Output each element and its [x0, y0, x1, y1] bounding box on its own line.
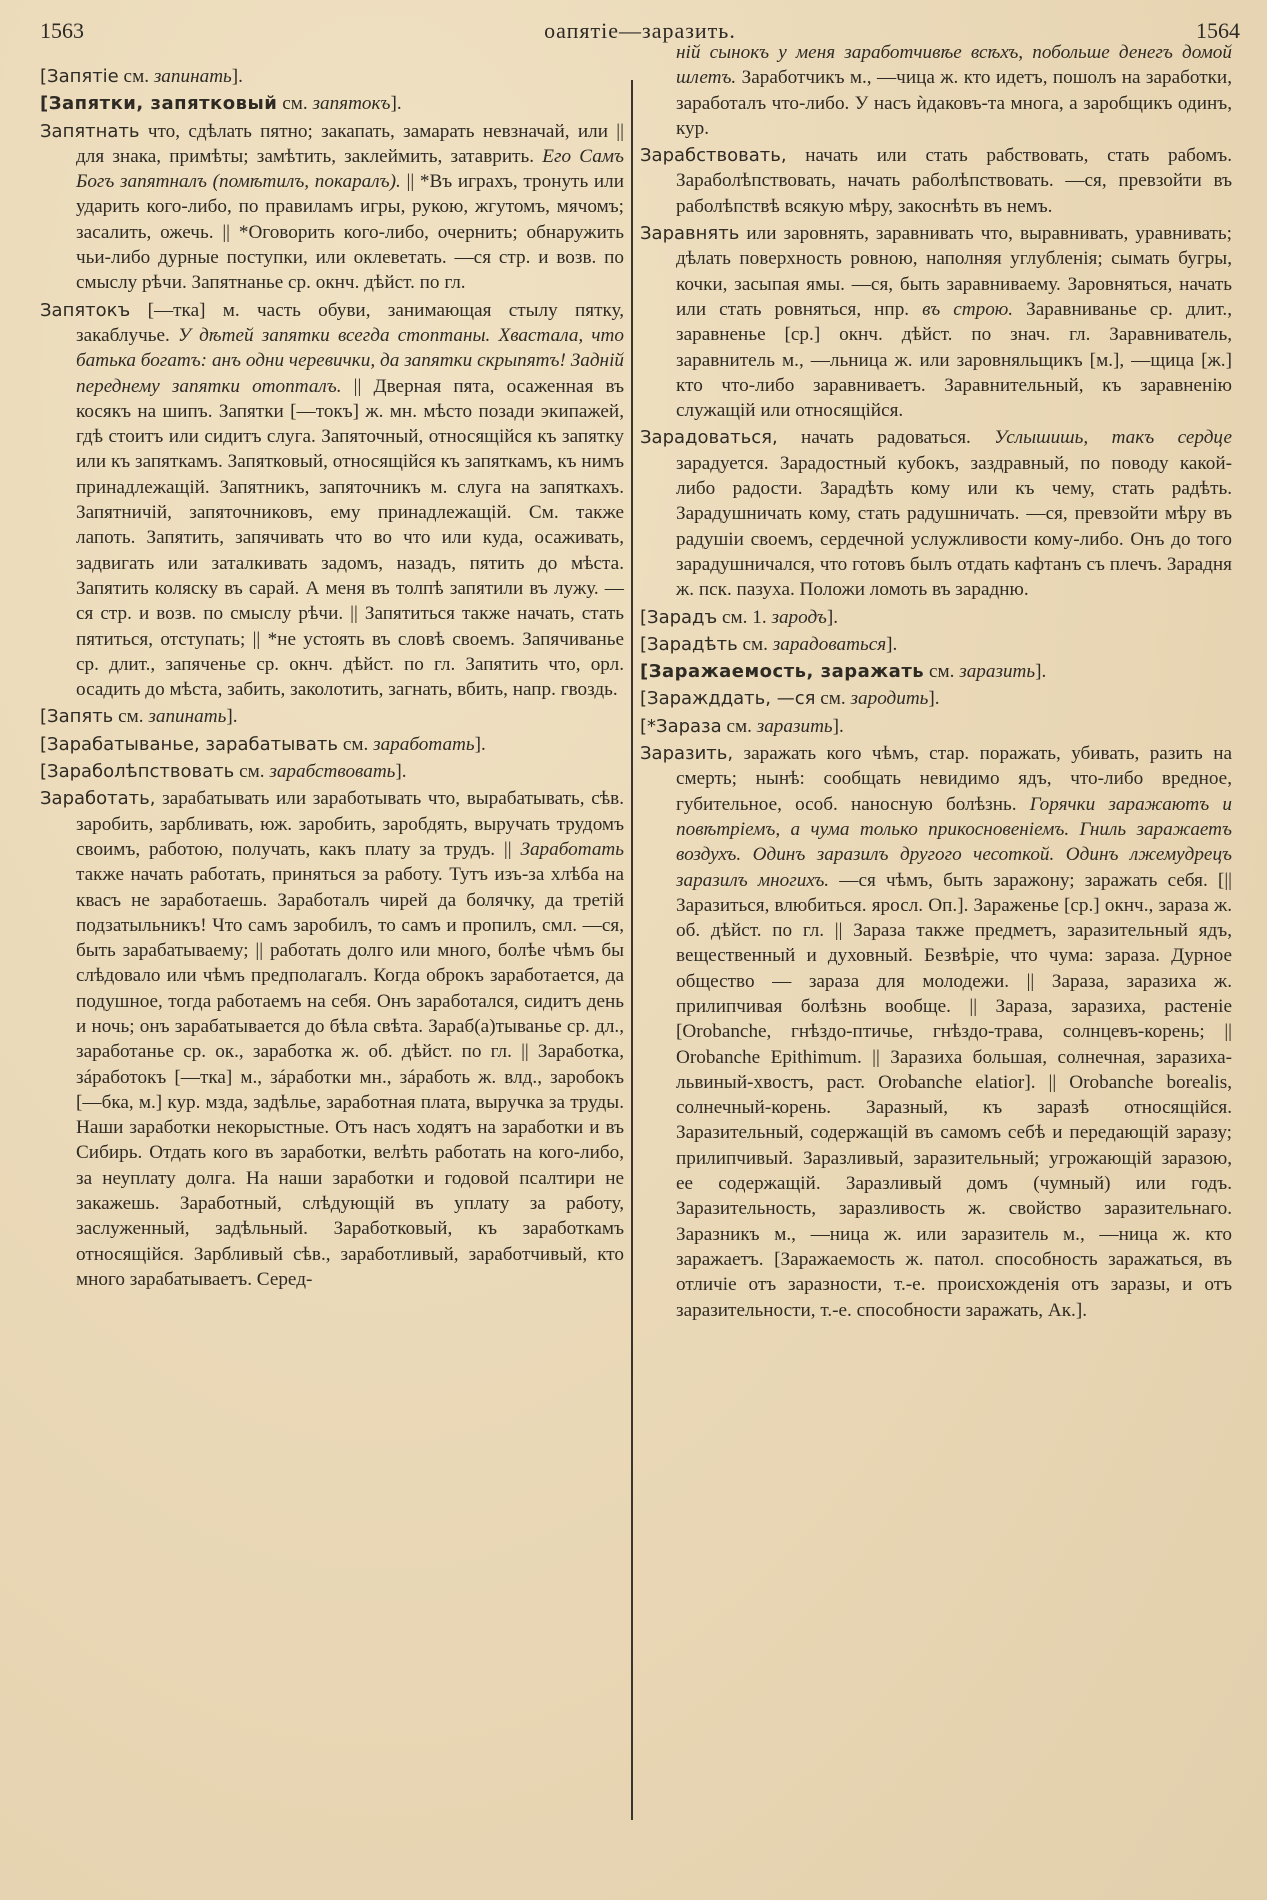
dictionary-entry: Зарадоваться, начать радоваться. Услышишь, такъ сердце зарадуется. Зарадостный кубокъ, заздравный, по поводу какой-либо радости. Зарадѣть кому или къ чему, стать радѣть. Зарадушничать кому, стать радушничать. —ся, превзойти мѣру въ радушіи своемъ, сердечной услужливости кому-либо. Онъ до того зарадушничался, что готовъ былъ отдать кафтанъ съ плечъ. Зарадня ж. пск. пазуха. Положи ломоть въ зарадню. [640, 427, 1233, 601]
headword: Запятнать [40, 120, 140, 142]
dictionary-entry: [Зарадъ см. 1. зародъ]. [640, 606, 839, 628]
dictionary-entry-continuation: ній сынокъ у меня заработчивѣе всѣхъ, побольше денегъ домой шлетъ. Заработчикъ м., —чица ж. кто идетъ, пошолъ на заработки, заработалъ что-либо. У насъ ѝдаковъ-та многа, а заробщикъ одинъ, кур. [676, 42, 1232, 139]
dictionary-entry: [Запятки, запятковый см. запятокъ]. [40, 93, 402, 115]
dictionary-entry: [Зарабатыванье, зарабатывать см. заработать]. [40, 733, 486, 755]
dictionary-entry: Заработать, зарабатывать или заработывать что, вырабатывать, сѣв. заробить, зарбливать, юж. заробить, заробдять, выручать трудомъ своимъ, работою, получать, какъ плату за трудъ. || Заработать также начать работать, приняться за работу. Тутъ изъ-за хлѣба на квасъ не заработаешь. Заработалъ чирей да болячку, да третій подзатыльникъ! Что самъ заробилъ, то самъ и пропилъ, смл. —ся, быть зарабатываему; || работать долго или много, болѣе чѣмъ бы слѣдовало или чѣмъ предполагалъ. Когда оброкъ заработается, да подушное, тогда работаемъ на себя. Онъ заработался, сидитъ день и ночь; онъ зарабатывается до бѣла свѣта. Зараб(а)тыванье ср. дл., заработанье ср. ок., заработка ж. об. дѣйст. по гл. || Заработка, зáработокъ [—тка] м., зáработки мн., зáработь ж. влд., заробокъ [—бка, м.] кур. мзда, задѣлье, заработная плата, выручка за труды. Наши заработки некорыстные. Отъ насъ ходятъ на заработки и въ Сибирь. Отдать кого въ заработки, велѣть работать на кого-либо, за неуплату долга. На наши заработки и годовой псалтири не закажешь. Заработный, слѣдующій въ уплату за работу, заслуженный, задѣльный. Заработковый, къ заработкамъ относящійся. Зарбливый сѣв., заработливый, заработчивый, кто много зарабатываетъ. Серед- [40, 788, 624, 1290]
dictionary-entry: [Заражддать, —ся см. зародить]. [640, 688, 940, 710]
headword: Заразить, [640, 743, 734, 765]
dictionary-entry: Зарабствовать, начать или стать рабствовать, стать рабомъ. Зараболѣпствовать, начать раболѣпствовать. —ся, превзойти въ раболѣпствѣ всякую мѣру, закоснѣть въ немъ. [640, 145, 1232, 217]
dictionary-entry: [Зарадѣть см. зарадоваться]. [640, 633, 898, 655]
headword: Зарадоваться, [640, 427, 778, 449]
headword: Заравнять [640, 223, 740, 245]
headword: [Заражаемость, заражать [640, 661, 925, 683]
headword: Заработать, [40, 788, 156, 810]
dictionary-entry: Заразить, заражать кого чѣмъ, стар. поражать, убивать, разить на смерть; нынѣ: сообщать невидимо ядъ, что-либо вредное, губительное, особ. наносную болѣзнь. Горячки заражаютъ и повѣтріемъ, а чума только прикосновеніемъ. Гниль заражаетъ воздухъ. Одинъ заразилъ другого чесоткой. Одинъ лжемудрецъ заразилъ многихъ. —ся чѣмъ, быть заражону; заражать себя. [|| Заразиться, влюбиться. яросл. Оп.]. Зараженье [ср.] окнч., зараза ж. об. дѣйст. по гл. || Зараза также предметъ, заразительный ядъ, вещественный и духовный. Безвѣріе, что чума: зараза. Дурное общество — зараза для молодежи. || Зараза, заразиха ж. прилипчивая болѣзнь вообще. || Зараза, заразиха, растеніе [Orobanche, гнѣздо-птичье, гнѣздо-трава, солнцевъ-корень; || Orobanche Epithimum. || Заразиха большая, солнечная, заразиха-львиный-хвостъ, раст. Orobanche elatior]. || Orobanche borealis, солнечный-корень. Заразный, къ заразѣ относящійся. Заразительный, содержащій въ самомъ себѣ и передающій заразу; прилипчивый. Заразливый, заразительный; угрожающій заразою, ее содержащій. Заразливый домъ (чумный) или годъ. Заразительность, заразливость ж. свойство заразительнаго. Заразникъ м., —ница ж. или заразитель м., —ница ж. кто заражаетъ. [Заражаемость ж. патол. способность заражаться, въ отличіе отъ заразности, т.-е. происхожденія отъ заразы, и отъ заразительности, т.-е. способности заражать, Ак.]. [640, 743, 1232, 1321]
headword: [Зарадѣть [640, 633, 738, 655]
column-divider [631, 80, 633, 1820]
headword: Зарабствовать, [640, 145, 787, 167]
dictionary-entry: [*Зараза см. заразить]. [640, 715, 844, 737]
headword: [*Зараза [640, 715, 722, 737]
dictionary-entry: [Заражаемость, заражать см. заразить]. [640, 661, 1047, 683]
dictionary-entry: [Запятіе см. запинать]. [40, 66, 243, 87]
headword: [Запять [40, 706, 114, 728]
headword: [Запятіе [40, 66, 119, 87]
dictionary-entry: [Запять см. запинать]. [40, 706, 238, 728]
headword: [Запятки, запятковый [40, 93, 278, 115]
headword: [Зарадъ [640, 606, 718, 628]
headword: [Зараболѣпствовать [40, 761, 235, 783]
page-number-right: 1564 [1196, 18, 1240, 43]
dictionary-entry: Запятнать что, сдѣлать пятно; закапать, замарать невзначай, или || для знака, примѣты; замѣтить, заклеймить, затаврить. Его Самъ Богъ запятналъ (помѣтилъ, покаралъ). || *Въ играхъ, тронуть или ударить кого-либо, по правиламъ игры, рукою, жгутомъ, мячомъ; засалить, ожечь. || *Оговорить кого-либо, очернить; обнаружить чьи-либо дурные поступки, или оклеветать. —ся стр. и возв. по смыслу рѣчи. Запятнанье ср. окнч. дѣйст. по гл. [40, 120, 625, 294]
headword: [Заражддать, —ся [640, 688, 816, 710]
headword: [Зарабатыванье, зарабатывать [40, 733, 339, 755]
dictionary-entry: Запятокъ [—тка] м. часть обуви, занимающая стылу пятку, закаблучье. У дѣтей запятки всегда стоптаны. Хвастала, что батька богатъ: анъ одни черевички, да запятки скрыпятъ! Задній переднему запятки отопталъ. || Дверная пята, осаженная въ косякъ на шипъ. Запятки [—токъ] ж. мн. мѣсто позади экипажей, гдѣ стоитъ или сидитъ слуга. Запяточный, относящійся къ запятку или къ запяткамъ. Запятковый, относящійся къ запяткамъ, къ нимъ принадлежащій. Запятникъ, запяточникъ м. слуга на запяткахъ. Запятничій, запяточниковъ, ему принадлежащій. См. также лапоть. Запятить, запячивать что во что или куда, осаживать, задвигать или заталкивать задомъ, назадъ, пятить до мѣста. Запятить коляску въ сарай. А меня въ толпѣ запятили въ лужу. —ся стр. и возв. по смыслу рѣчи. || Запятиться также начать, стать пятиться, отступать; || *не устоять въ словѣ своемъ. Запячиванье ср. длит., запяченье ср. окнч. дѣйст. по гл. Запятить что, орл. осадить до мѣста, забить, заколотить, загнать, вбить, напр. гвоздь. [40, 299, 625, 701]
right-column [640, 40, 1232, 1325]
dictionary-entry: [Зараболѣпствовать см. зарабствовать]. [40, 761, 407, 783]
running-title: оапятіе—заразить. [544, 18, 736, 43]
left-column [40, 64, 624, 1294]
dictionary-entry: Заравнять или заровнять, заравнивать что, выравнивать, уравнивать; дѣлать поверхность ровною, наполняя углубленія; сымать бугры, кочки, засыпая ямы. —ся, быть заравниваему. Заровняться, начать или стать ровняться, нпр. въ строю. Заравниванье ср. длит., заравненье [ср.] окнч. дѣйст. по знач. гл. Заравниватель, заравнитель м., —льница ж. или заровняльщикъ [м.], —щица [ж.] кто что-либо заравниваетъ. Заравнительный, къ заравненію служащій или относящійся. [640, 223, 1232, 422]
headword: Запятокъ [40, 299, 131, 321]
page-number-left: 1563 [40, 18, 84, 43]
